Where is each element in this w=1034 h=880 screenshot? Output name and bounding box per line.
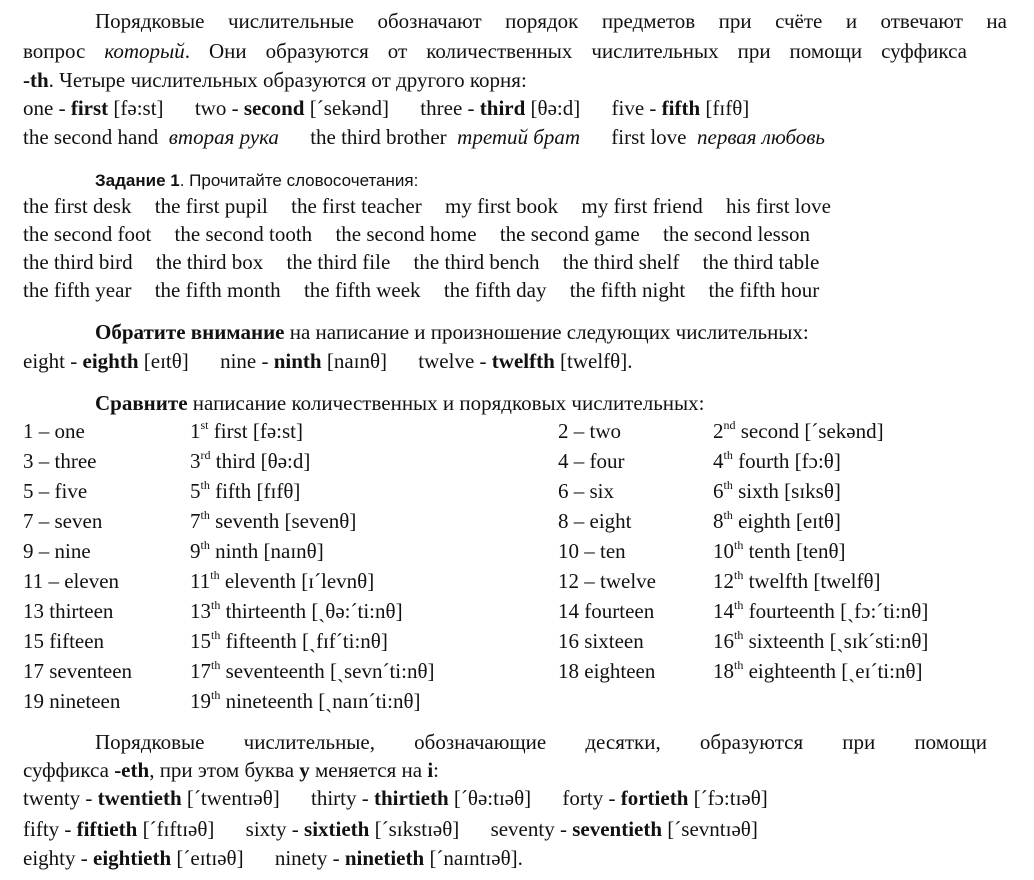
intro-text: . Они образуются от количественных числительных при помощи суффикса (184, 39, 967, 63)
tens-line-2: суффикса -eth, при этом буква y меняется на i: (23, 758, 440, 782)
examples-line (23, 127, 825, 148)
ordinal-number: 2nd second [ˊsekənd] (713, 418, 884, 443)
cardinal-number: 18 eighteen (558, 659, 656, 683)
cardinal-number: 4 – four (558, 449, 625, 473)
task1-row: the fifth year the fifth month the fifth week the fifth day the fifth night the fifth hour (23, 278, 820, 302)
cardinal-number: 5 – five (23, 479, 88, 503)
task1-label: Задание 1 (95, 171, 180, 190)
attention-heading: Обратите внимание на написание и произношение следующих числительных: (95, 320, 809, 344)
ordinal-number: 3rd third [θə:d] (190, 448, 311, 473)
intro-text: вопрос (23, 39, 105, 63)
attention-item: twelve - twelfth [twelfθ]. (418, 349, 633, 373)
cardinal-number: 17 seventeen (23, 659, 133, 683)
irregular-item: two - second [ˊsekənd] (194, 96, 390, 120)
attention-items (23, 351, 632, 372)
tens-item: ninety - ninetieth [ˊnaɪntɪəθ]. (274, 846, 523, 870)
cardinal-number: 16 sixteen (558, 629, 644, 653)
ordinal-number: 4th fourth [fɔ:θ] (713, 448, 841, 473)
ordinal-number: 7th seventh [sevenθ] (190, 508, 357, 533)
irregular-item: five - fifth [fɪfθ] (611, 96, 750, 120)
cardinal-number: 13 thirteen (23, 599, 114, 623)
tens-item: seventy - seventieth [ˊsevntɪəθ] (490, 817, 758, 841)
tens-item: fifty - fiftieth [ˊfɪftɪəθ] (23, 817, 215, 841)
ordinal-number: 6th sixth [sɪksθ] (713, 478, 841, 503)
intro-line-2 (23, 41, 967, 62)
irregular-item: three - third [θə:d] (420, 96, 581, 120)
cardinal-number: 2 – two (558, 419, 621, 443)
tens-item: sixty - sixtieth [ˊsɪkstɪəθ] (245, 817, 460, 841)
cardinal-number: 10 – ten (558, 539, 626, 563)
tens-row (23, 819, 758, 840)
cardinal-number: 1 – one (23, 419, 85, 443)
tens-item: forty - fortieth [ˊfɔ:tɪəθ] (562, 786, 768, 810)
ordinal-number: 19th nineteenth [ˏnaɪnˊti:nθ] (190, 688, 421, 713)
cardinal-number: 7 – seven (23, 509, 103, 533)
ordinal-number: 10th tenth [tenθ] (713, 538, 846, 563)
cardinal-number: 6 – six (558, 479, 615, 503)
ordinal-number: 9th ninth [naɪnθ] (190, 538, 324, 563)
ordinal-number: 12th twelfth [twelfθ] (713, 568, 881, 593)
irregular-ordinals (23, 98, 749, 119)
intro-line-1: Порядковые числительные обозначают порядок предметов при счёте и отвечают на (95, 9, 1007, 33)
cardinal-number: 19 nineteen (23, 689, 121, 713)
ordinal-number: 11th eleventh [ɪˊlevnθ] (190, 568, 375, 593)
example-item: the second hand вторая рука (23, 125, 279, 149)
cardinal-number: 11 – eleven (23, 569, 120, 593)
tens-line-1: Порядковые числительные, обозначающие десятки, образуются при помощи (95, 730, 987, 754)
tens-item: twenty - twentieth [ˊtwentɪəθ] (23, 786, 280, 810)
ordinal-number: 16th sixteenth [ˏsɪkˊsti:nθ] (713, 628, 929, 653)
intro-line-3 (23, 70, 527, 91)
tens-item: eighty - eightieth [ˊeɪtɪəθ] (23, 846, 244, 870)
cardinal-number: 9 – nine (23, 539, 91, 563)
intro-emphasis: который (104, 39, 185, 63)
tens-row (23, 848, 523, 869)
task1-row: the first desk the first pupil the first teacher my first book my first friend his first love (23, 194, 831, 218)
example-item: first love первая любовь (611, 125, 825, 149)
ordinal-number: 15th fifteenth [ˏfɪfˊti:nθ] (190, 628, 388, 653)
task1-row: the third bird the third box the third file the third bench the third shelf the third table (23, 250, 820, 274)
ordinal-number: 5th fifth [fɪfθ] (190, 478, 301, 503)
ordinal-number: 18th eighteenth [ˏeɪˊti:nθ] (713, 658, 923, 683)
ordinal-number: 17th seventeenth [ˏsevnˊti:nθ] (190, 658, 435, 683)
attention-item: nine - ninth [naɪnθ] (220, 349, 388, 373)
ordinal-number: 14th fourteenth [ˏfɔ:ˊti:nθ] (713, 598, 929, 623)
cardinal-number: 15 fifteen (23, 629, 105, 653)
tens-row (23, 788, 768, 809)
compare-heading: Сравните написание количественных и порядковых числительных: (95, 391, 705, 415)
cardinal-number: 14 fourteen (558, 599, 655, 623)
ordinal-number: 8th eighth [eɪtθ] (713, 508, 841, 533)
tens-item: thirty - thirtieth [ˊθə:tɪəθ] (311, 786, 532, 810)
ordinal-number: 13th thirteenth [ˏθə:ˊti:nθ] (190, 598, 403, 623)
irregular-item: one - first [fə:st] (23, 96, 164, 120)
ordinal-number: 1st first [fə:st] (190, 418, 303, 443)
cardinal-number: 8 – eight (558, 509, 632, 533)
cardinal-number: 3 – three (23, 449, 97, 473)
cardinal-number: 12 – twelve (558, 569, 656, 593)
task1-heading: Задание 1. Прочитайте словосочетания: (95, 171, 419, 190)
suffix-th: -th (23, 68, 49, 92)
task1-row: the second foot the second tooth the second home the second game the second lesson (23, 222, 810, 246)
attention-item: eight - eighth [eɪtθ] (23, 349, 189, 373)
example-item: the third brother третий брат (310, 125, 581, 149)
intro-text: . Четыре числительных образуются от другого корня: (48, 68, 527, 92)
